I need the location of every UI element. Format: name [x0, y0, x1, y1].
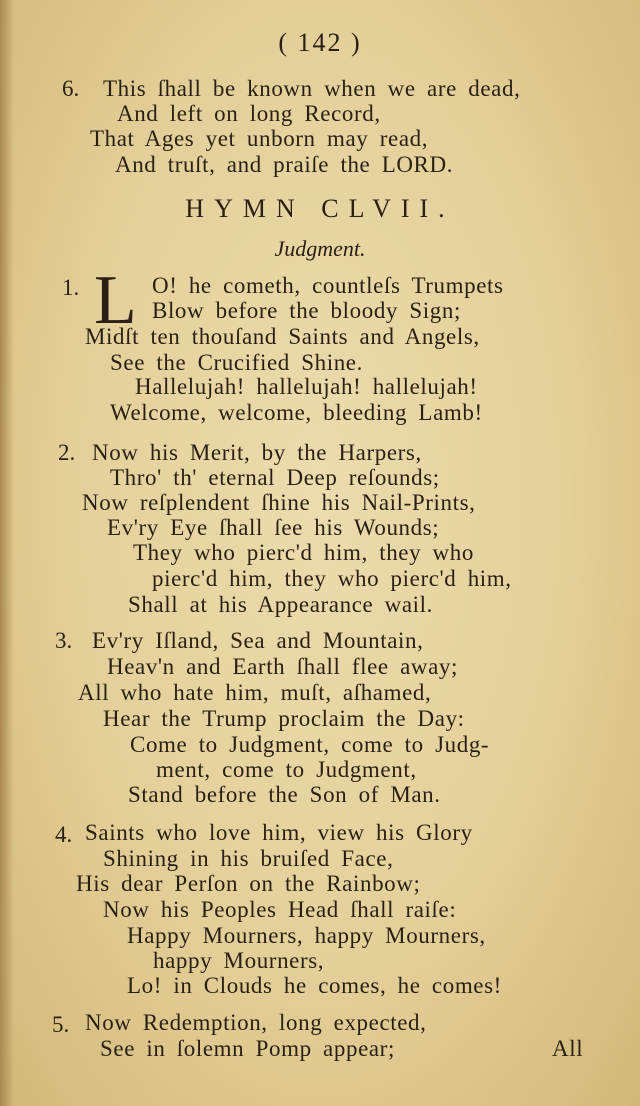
verse-line: Hallelujah! hallelujah! hallelujah!: [135, 374, 478, 399]
verse-line: And left on long Record,: [117, 101, 381, 126]
verse-line: That Ages yet unborn may read,: [90, 126, 429, 151]
verse-line: See in ſolemn Pomp appear;: [100, 1036, 395, 1061]
verse-line: happy Mourners,: [153, 948, 325, 973]
verse-line: Come to Judgment, come to Judg-: [130, 732, 490, 757]
verse-line: Midſt ten thouſand Saints and Angels,: [85, 324, 480, 349]
verse-line: Heav'n and Earth ſhall flee away;: [107, 654, 458, 679]
verse-line: They who pierc'd him, they who: [133, 540, 474, 565]
stanza-number: 2.: [58, 440, 76, 465]
verse-line: pierc'd him, they who pierc'd him,: [152, 566, 512, 591]
verse-line: Welcome, welcome, bleeding Lamb!: [110, 400, 483, 425]
verse-line: Now Redemption, long expected,: [85, 1010, 427, 1035]
verse-line: Happy Mourners, happy Mourners,: [127, 923, 486, 948]
verse-line: Lo! in Clouds he comes, he comes!: [127, 973, 502, 998]
verse-line: Now reſplendent ſhine his Nail-Prints,: [82, 490, 476, 515]
verse-line: This ſhall be known when we are dead,: [103, 76, 521, 101]
hymn-subtitle: Judgment.: [274, 236, 366, 261]
verse-line: All who hate him, muſt, aſhamed,: [78, 680, 432, 705]
verse-line: See the Crucified Shine.: [110, 350, 363, 375]
drop-cap: L: [94, 262, 137, 339]
stanza-number: 1.: [62, 275, 80, 300]
verse-line: Now his Peoples Head ſhall raiſe:: [103, 897, 457, 922]
verse-line: Stand before the Son of Man.: [128, 782, 441, 807]
verse-line: O! he cometh, countleſs Trumpets: [152, 273, 504, 298]
verse-line: And truſt, and praiſe the LORD.: [115, 152, 454, 177]
stanza-number: 4.: [55, 822, 73, 847]
verse-line: Shining in his bruiſed Face,: [103, 846, 394, 871]
verse-line: ment, come to Judgment,: [156, 757, 417, 782]
page-number: ( 142 ): [278, 28, 362, 57]
verse-line: Hear the Trump proclaim the Day:: [103, 706, 465, 731]
verse-line: Now his Merit, by the Harpers,: [92, 440, 422, 465]
verse-line: Saints who love him, view his Glory: [85, 820, 473, 845]
verse-line: Blow before the bloody Sign;: [152, 298, 461, 323]
verse-line: Thro' th' eternal Deep reſounds;: [110, 465, 440, 490]
stanza-number: 3.: [55, 628, 73, 653]
verse-line: Shall at his Appearance wail.: [128, 592, 434, 617]
page-spine-shadow: [0, 0, 14, 1106]
stanza-number: 5.: [52, 1012, 70, 1037]
verse-line: His dear Perſon on the Rainbow;: [76, 871, 421, 896]
hymn-title: HYMN CLVII.: [185, 194, 455, 223]
catchword: All: [552, 1036, 584, 1061]
verse-line: Ev'ry Iſland, Sea and Mountain,: [92, 628, 424, 653]
verse-line: Ev'ry Eye ſhall ſee his Wounds;: [107, 515, 440, 540]
stanza-number: 6.: [62, 76, 80, 101]
